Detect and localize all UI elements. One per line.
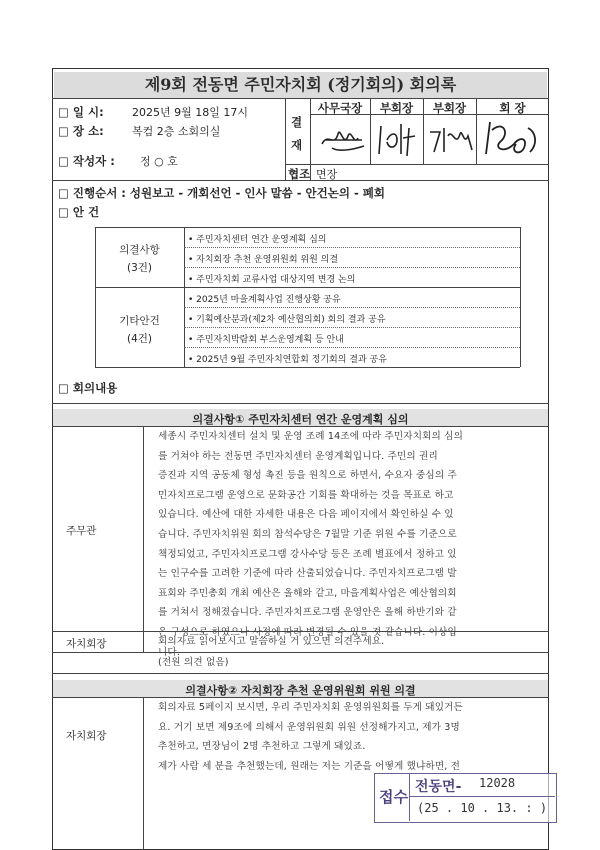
section1-statement: 세종시 주민자치센터 설치 및 운영 조례 14조에 따라 주민자치회의 심의 를 거쳐야 하는 전동면 주민자치센터 운영계획입니다. 주민의 권리 증진과 지역 공동체 형성 촉진 등을 원칙으로 하면서, 수요자 중심의 주 민자치프로그램 운영으로 문화공간 기회를 확대하는 것을 목표로 하고 있습니다. 예산에 대한 자세한 내용은 다음 페이지에서 확인하실 수 있 습니다. 주민자치위원 회의 참석수당은 7월말 기준 위원 수를 기준으로 책정되었고, 주민자치프로그램 강사수당 등은 조례 별표에서 정하고 있 는 인구수를 고려한 기준에 따라 산출되었습니다. 주민자치프로그램 발 표회와 주민총회 개최 예산은 올해와 같고, 마을계획사업은 예산협의회 를 거쳐서 정해졌습니다. 주민자치프로그램 운영안은 올해 하반기와 같 은 구성으로 하였으나 사정에 따라 변경될 수 있을 것 같습니다. 이상입 니다. [158, 431, 463, 658]
divider [184, 327, 520, 328]
signature-chair [480, 114, 546, 162]
resolution-item: • 주민자치센터 연간 운영계획 심의 [188, 235, 327, 245]
stamp-number: 12028 [479, 776, 516, 790]
coop-label: 협조 [288, 167, 311, 181]
signature-vice-chair-1 [373, 116, 423, 162]
writer-label: □ 작성자 : [58, 154, 115, 168]
signature-secretary [318, 118, 368, 160]
other-item: • 2025년 마을계획사업 진행상황 공유 [188, 295, 341, 305]
signature-vice-chair-2 [426, 118, 476, 160]
resolution-count: (3건) [126, 262, 153, 274]
divider [184, 247, 520, 248]
date-value: 2025년 9월 18일 17시 [132, 106, 248, 119]
place-value: 복컴 2층 소회의실 [132, 125, 221, 138]
role-vice-chair-2: 부회장 [432, 101, 467, 115]
other-label: 기타안건 [119, 315, 160, 327]
divider [95, 367, 520, 368]
content-label: □ 회의내용 [58, 381, 118, 395]
divider [285, 98, 286, 180]
resolution-item: • 주민자치회 교류사업 대상지역 변경 논의 [188, 275, 356, 285]
writer-value: 정 ○ 호 [140, 155, 178, 168]
other-item: • 주민자치박람회 부스운영계획 등 안내 [188, 335, 344, 345]
divider [184, 227, 185, 367]
section2-statement: 회의자료 5페이지 보시면, 우리 주민자치회 운영위원회를 두게 돼있거든 요. 거기 보면 제9조에 의해서 운영위원회 위원 선정해가지고, 제가 3명 추천하고, 면장님이 2명 추천하고 그렇게 돼있죠. 제가 사람 세 분을 추천했는데, 원래는 저는 기준을 어떻게 했냐하면, 전 [158, 702, 463, 772]
section1-title: 의결사항① 주민자치센터 연간 운영계획 심의 [192, 413, 409, 426]
speaker-chair: 자치회장 [66, 638, 107, 650]
approval-label-top: 결 [291, 115, 303, 129]
date-label: □ 일 시: [58, 105, 104, 119]
divider [409, 774, 410, 821]
divider [52, 403, 549, 404]
other-item: • 2025년 9월 주민자치연합회 정기회의 결과 공유 [188, 355, 387, 365]
speaker-officer: 주무관 [66, 525, 97, 537]
resolution-label: 의결사항 [119, 244, 160, 256]
divider [184, 347, 520, 348]
other-item: • 기획예산분과(제2차 예산협의회) 회의 결과 공유 [188, 315, 386, 325]
divider [285, 164, 549, 165]
divider [52, 180, 549, 181]
receipt-stamp [374, 773, 557, 823]
document-title: 제9회 전동면 주민자치회 (정기회의) 회의록 [54, 72, 547, 98]
divider [52, 98, 549, 99]
coop-value: 면장 [316, 168, 338, 181]
section1-chair-statement: 회의자료 읽어보시고 말씀하실 거 있으면 의견주세요. [158, 636, 385, 647]
section1-result: (전원 의견 없음) [158, 657, 229, 668]
divider [184, 267, 520, 268]
role-chair: 회 장 [499, 101, 526, 115]
divider [52, 652, 549, 653]
agenda-label: □ 안 건 [58, 205, 100, 219]
stamp-office: 전동면- [415, 779, 462, 795]
agenda-order: □ 진행순서 : 성원보고 - 개회선언 - 인사 말씀 - 안건논의 - 폐회 [58, 186, 385, 200]
approval-label-bottom: 재 [291, 138, 303, 152]
section2-title: 의결사항② 자치회장 추천 운영위원회 위원 의결 [185, 684, 416, 697]
divider [52, 673, 549, 674]
divider [95, 227, 520, 228]
speaker-chair: 자치회장 [66, 730, 107, 742]
role-vice-chair-1: 부회장 [379, 101, 414, 115]
divider [409, 796, 555, 797]
divider [520, 227, 521, 367]
resolution-item: • 자치회장 추천 운영위원회 위원 의결 [188, 255, 339, 265]
place-label: □ 장 소: [58, 124, 104, 138]
divider [184, 307, 520, 308]
divider [143, 426, 144, 652]
divider [95, 287, 520, 288]
stamp-label: 접수 [379, 788, 408, 806]
role-secretary: 사무국장 [317, 101, 363, 115]
other-count: (4건) [126, 333, 153, 345]
stamp-date: (25 . 10 . 13. : ) [417, 801, 548, 815]
divider [143, 697, 144, 850]
